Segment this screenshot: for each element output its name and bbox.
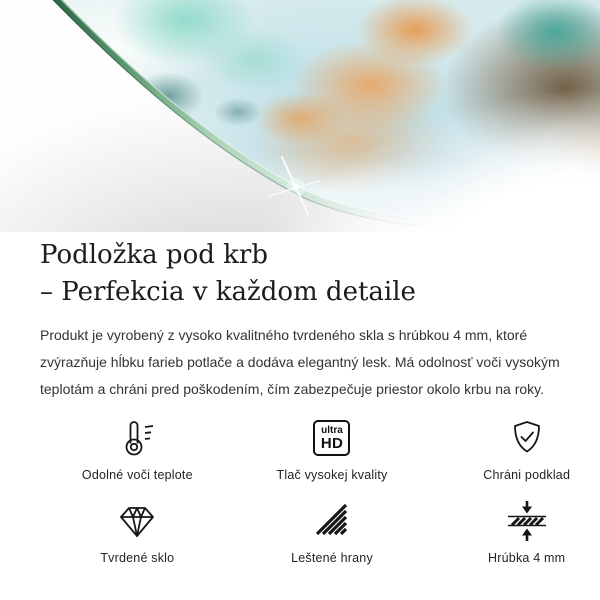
feature-grid xyxy=(40,415,600,565)
glass-pad-marble-surface xyxy=(0,0,600,232)
product-info-section xyxy=(0,237,600,565)
thickness-icon xyxy=(503,498,551,544)
thermometer-icon xyxy=(115,415,159,461)
shield-check-icon xyxy=(505,415,549,461)
polished-edge-icon xyxy=(310,498,354,544)
feature-label: Chráni podklad xyxy=(483,468,571,482)
feature-print-quality xyxy=(235,415,430,482)
feature-label: Hrúbka 4 mm xyxy=(488,551,566,565)
diamond-icon xyxy=(115,498,159,544)
ultra-hd-icon: ultra HD xyxy=(313,415,350,461)
feature-polished-edges xyxy=(235,498,430,565)
feature-label: Tvrdené sklo xyxy=(100,551,175,565)
page-title-line1: Podložka pod krb xyxy=(40,240,268,270)
page-title xyxy=(40,237,560,311)
feature-thickness xyxy=(429,498,600,565)
feature-label: Tlač vysokej kvality xyxy=(276,468,388,482)
feature-protects-base xyxy=(429,415,600,482)
page-title-line2: – Perfekcia v každom detaile xyxy=(40,277,416,307)
product-photo xyxy=(0,0,600,232)
feature-label: Leštené hrany xyxy=(291,551,373,565)
feature-heat-resistant xyxy=(40,415,235,482)
feature-tempered-glass xyxy=(40,498,235,565)
feature-label: Odolné voči teplote xyxy=(81,468,193,482)
product-description: Produkt je vyrobený z vysoko kvalitného tvrdeného skla s hrúbkou 4 mm, ktoré zvýrazňuje hĺbku farieb potlače a dodáva elegantný lesk. Má odolnosť voči vysokým teplotám a chráni pred poškodením, čím zabezpečuje priestor okolo krbu na roky. xyxy=(40,327,560,397)
